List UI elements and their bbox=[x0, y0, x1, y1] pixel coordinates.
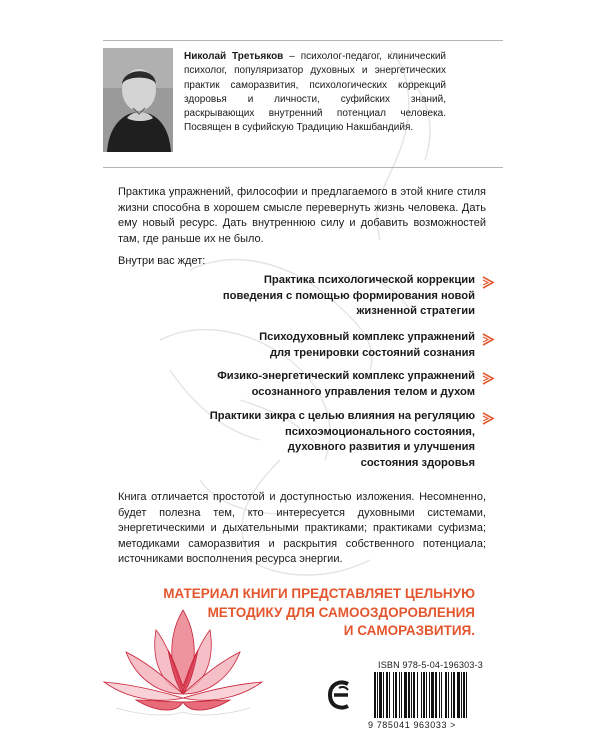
feature-line: Практика психологической коррекции bbox=[263, 274, 475, 286]
feature-point-3 bbox=[217, 369, 475, 400]
chevron-right-icon bbox=[482, 412, 495, 425]
barcode-bar bbox=[439, 672, 440, 718]
feature-line: поведения с помощью формирования новой bbox=[222, 289, 475, 302]
barcode-bar bbox=[429, 672, 430, 718]
barcode-bar bbox=[383, 672, 384, 718]
author-bio-text: психолог-педагог, клинический психолог, популяризатор духовных и энергетических практик саморазвития, психологических коррекций здоровья и личности, суфийских знаний, раскрывающих внутренний потенциал человека. Посвящен в суфийскую Традицию Накшбандийя. bbox=[184, 51, 446, 134]
isbn-text: ISBN 978-5-04-196303-3 bbox=[378, 660, 483, 670]
closing-paragraph: Книга отличается простотой и доступностью изложения. Несомненно, будет полезна тем, кто интересуется духовными системами, энергетическими и дыхательными практиками; практиками суфизма; методиками саморазвития и раскрытия собственного потенциала; источниками восполнения ресурса энергии. bbox=[118, 491, 486, 565]
barcode-bar bbox=[379, 672, 382, 718]
barcode-bar bbox=[445, 672, 447, 718]
barcode-bar bbox=[423, 672, 425, 718]
barcode-bar bbox=[386, 672, 388, 718]
barcode-bar bbox=[389, 672, 390, 718]
barcode-bar bbox=[448, 672, 449, 718]
barcode-bar bbox=[426, 672, 427, 718]
feature-point-2 bbox=[259, 330, 475, 361]
feature-line: состояния здоровья bbox=[360, 456, 475, 469]
barcode-bar bbox=[461, 672, 462, 718]
feature-line: Психодуховный комплекс упражнений bbox=[259, 331, 475, 343]
feature-line: психоэмоционального состояния, bbox=[284, 425, 475, 438]
author-bio bbox=[184, 50, 446, 136]
feature-line: Практики зикра с целью влияния на регуляцию bbox=[209, 410, 475, 422]
middle-divider bbox=[103, 167, 503, 168]
barcode-bar bbox=[408, 672, 410, 718]
feature-line: духовного развития и улучшения bbox=[287, 441, 475, 454]
chevron-right-icon bbox=[482, 276, 495, 289]
author-photo bbox=[103, 48, 173, 152]
feature-line: Физико-энергетический комплекс упражнений bbox=[217, 370, 475, 382]
barcode-bar bbox=[413, 672, 415, 718]
barcode-bar bbox=[421, 672, 422, 718]
feature-line: жизненной стратегии bbox=[356, 305, 475, 318]
author-dash: – bbox=[283, 51, 301, 62]
barcode-bar bbox=[374, 672, 376, 718]
barcode-bar bbox=[451, 672, 452, 718]
intro-paragraph: Практика упражнений, философии и предлагаемого в этой книге стиля жизни способна в хорошем смысле перевернуть жизнь человека. Дать ему новый ресурс. Дать внутреннюю силу и добавить возможностей там, где раньше их не было. bbox=[118, 186, 486, 245]
publisher-logo-icon bbox=[326, 676, 356, 714]
barcode-bar bbox=[411, 672, 412, 718]
feature-point-4 bbox=[210, 409, 475, 471]
barcode-bar bbox=[441, 672, 442, 718]
barcode-bar bbox=[401, 672, 402, 718]
barcode-bar bbox=[393, 672, 394, 718]
feature-point-1 bbox=[223, 273, 475, 320]
highlight-line: МЕТОДИКУ ДЛЯ САМООЗДОРОВЛЕНИЯ bbox=[207, 604, 475, 620]
chevron-right-icon bbox=[482, 333, 495, 346]
barcode-bar bbox=[463, 672, 465, 718]
barcode-bar bbox=[395, 672, 397, 718]
barcode-bar bbox=[417, 672, 418, 718]
barcode-bar bbox=[457, 672, 460, 718]
lotus-flower-illustration bbox=[96, 590, 271, 725]
top-divider bbox=[103, 40, 503, 41]
barcode-bar bbox=[377, 672, 378, 718]
barcode-bar bbox=[399, 672, 400, 718]
feature-line: для тренировки состояний сознания bbox=[269, 346, 475, 359]
feature-line: осознанного управления телом и духом bbox=[251, 385, 475, 398]
highlight-line: МАТЕРИАЛ КНИГИ ПРЕДСТАВЛЯЕТ ЦЕЛЬНУЮ bbox=[163, 586, 475, 601]
barcode-number: 9 785041 963033 > bbox=[368, 720, 457, 730]
chevron-right-icon bbox=[482, 372, 495, 385]
highlight-line: И САМОРАЗВИТИЯ. bbox=[343, 623, 475, 638]
barcode bbox=[372, 672, 500, 720]
barcode-bar bbox=[404, 672, 407, 718]
barcode-bar bbox=[466, 672, 467, 718]
barcode-bar bbox=[431, 672, 434, 718]
barcode-bar bbox=[435, 672, 437, 718]
author-name: Николай Третьяков bbox=[184, 51, 284, 62]
barcode-bar bbox=[453, 672, 455, 718]
inside-label: Внутри вас ждет: bbox=[118, 255, 206, 267]
